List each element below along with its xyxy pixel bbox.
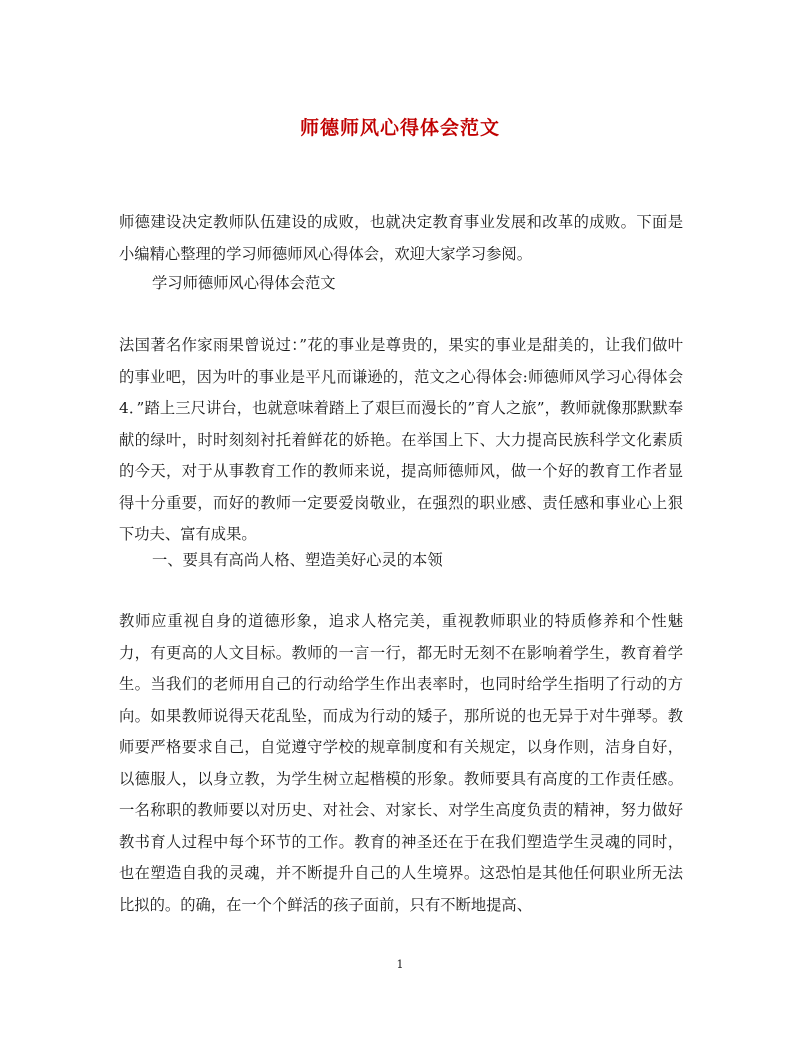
intro-paragraph xyxy=(119,207,683,270)
body-paragraph-2 xyxy=(119,606,683,921)
body-paragraph-1 xyxy=(119,330,683,551)
subtitle-heading: 学习师德师风心得体会范文 xyxy=(152,274,336,292)
section-1-heading: 一、要具有高尚人格、塑造美好心灵的本领 xyxy=(152,551,443,569)
paragraph-1-text: 法国著名作家雨果曾说过：”花的事业是尊贵的，果实的事业是甜美的，让我们做叶的事业吧，因为叶的事业是平凡而谦逊的，范文之心得体会:师德师风学习心得体会4．”踏上三尺讲台，也就意味着踏上了艰巨而漫长的”育人之旅”，教师就像那默默奉献的绿叶，时时刻刻衬托着鲜花的娇艳。在举国上下、大力提高民族科学文化素质的今天，对于从事教育工作的教师来说，提高师德师风，做一个好的教育工作者显得十分重要，而好的教师一定要爱岗敬业，在强烈的职业感、责任感和事业心上狠下功夫、富有成果。 xyxy=(119,336,683,543)
intro-text: 师德建设决定教师队伍建设的成败，也就决定教育事业发展和改革的成败。下面是小编精心整理的学习师德师风心得体会，欢迎大家学习参阅。 xyxy=(119,213,683,263)
page-number: 1 xyxy=(396,958,404,971)
paragraph-2-text: 教师应重视自身的道德形象，追求人格完美，重视教师职业的特质修养和个性魅力，有更高的人文目标。教师的一言一行，都无时无刻不在影响着学生，教育着学生。当我们的老师用自己的行动给学生作出表率时，也同时给学生指明了行动的方向。如果教师说得天花乱坠，而成为行动的矮子，那所说的也无异于对牛弹琴。教师要严格要求自己，自觉遵守学校的规章制度和有关规定，以身作则，洁身自好，以德服人，以身立教，为学生树立起楷模的形象。教师要具有高度的工作责任感。一名称职的教师要以对历史、对社会、对家长、对学生高度负责的精神，努力做好教书育人过程中每个环节的工作。教育的神圣还在于在我们塑造学生灵魂的同时，也在塑造自我的灵魂，并不断提升自己的人生境界。这恐怕是其他任何职业所无法比拟的。的确，在一个个鲜活的孩子面前，只有不断地提高、 xyxy=(119,612,683,914)
document-title: 师德师风心得体会范文 xyxy=(299,117,500,139)
